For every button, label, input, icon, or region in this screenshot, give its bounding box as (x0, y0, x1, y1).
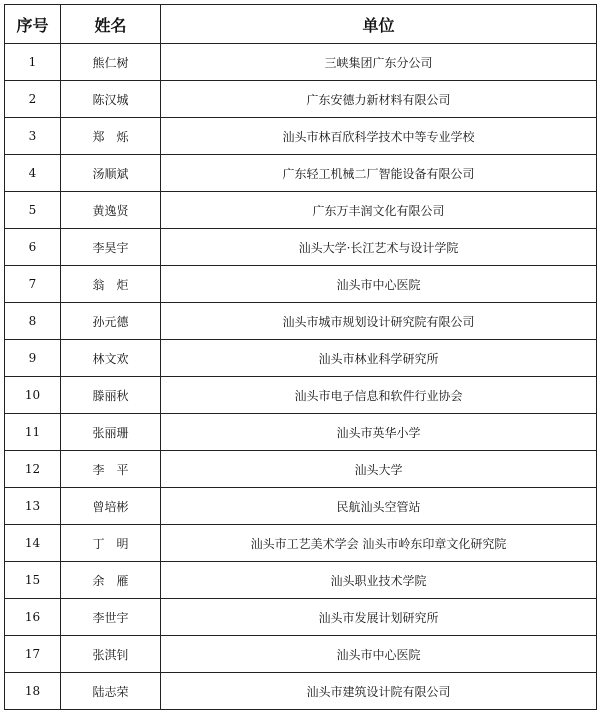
table-row (5, 192, 597, 229)
person-name: 郑 烁 (61, 118, 161, 155)
row-number: 7 (5, 266, 61, 303)
row-number: 17 (5, 636, 61, 673)
row-number: 14 (5, 525, 61, 562)
table-row (5, 414, 597, 451)
table-row (5, 155, 597, 192)
organization-name: 汕头市建筑设计院有限公司 (161, 673, 597, 710)
person-name: 熊仁树 (61, 44, 161, 81)
table-row (5, 266, 597, 303)
row-number: 16 (5, 599, 61, 636)
row-number: 18 (5, 673, 61, 710)
header-name: 姓名 (61, 5, 161, 44)
person-name: 李 平 (61, 451, 161, 488)
organization-name: 三峡集团广东分公司 (161, 44, 597, 81)
row-number: 12 (5, 451, 61, 488)
table-row (5, 636, 597, 673)
table-row (5, 525, 597, 562)
organization-name: 汕头市中心医院 (161, 266, 597, 303)
person-name: 陆志荣 (61, 673, 161, 710)
table-row (5, 377, 597, 414)
table-row (5, 340, 597, 377)
person-name: 孙元德 (61, 303, 161, 340)
header-unit: 单位 (161, 5, 597, 44)
table-row (5, 451, 597, 488)
organization-name: 民航汕头空管站 (161, 488, 597, 525)
person-name: 翁 炬 (61, 266, 161, 303)
person-name: 陈汉城 (61, 81, 161, 118)
row-number: 8 (5, 303, 61, 340)
person-name: 李世宇 (61, 599, 161, 636)
header-row (5, 5, 597, 44)
row-number: 10 (5, 377, 61, 414)
row-number: 5 (5, 192, 61, 229)
person-name: 张淇钊 (61, 636, 161, 673)
table-row (5, 229, 597, 266)
row-number: 9 (5, 340, 61, 377)
person-name: 丁 明 (61, 525, 161, 562)
row-number: 4 (5, 155, 61, 192)
organization-name: 汕头市城市规划设计研究院有限公司 (161, 303, 597, 340)
table-row (5, 81, 597, 118)
organization-name: 汕头市电子信息和软件行业协会 (161, 377, 597, 414)
organization-name: 广东轻工机械二厂智能设备有限公司 (161, 155, 597, 192)
table-row (5, 44, 597, 81)
table-row (5, 488, 597, 525)
table-row (5, 599, 597, 636)
roster-table (4, 4, 597, 710)
table-row (5, 673, 597, 710)
organization-name: 汕头市林百欣科学技术中等专业学校 (161, 118, 597, 155)
person-name: 林文欢 (61, 340, 161, 377)
row-number: 6 (5, 229, 61, 266)
organization-name: 汕头市发展计划研究所 (161, 599, 597, 636)
header-number: 序号 (5, 5, 61, 44)
row-number: 2 (5, 81, 61, 118)
row-number: 15 (5, 562, 61, 599)
table-row (5, 303, 597, 340)
organization-name: 汕头市中心医院 (161, 636, 597, 673)
person-name: 滕丽秋 (61, 377, 161, 414)
row-number: 1 (5, 44, 61, 81)
organization-name: 汕头市林业科学研究所 (161, 340, 597, 377)
person-name: 余 雁 (61, 562, 161, 599)
organization-name: 汕头大学·长江艺术与设计学院 (161, 229, 597, 266)
organization-name: 汕头市工艺美术学会 汕头市岭东印章文化研究院 (161, 525, 597, 562)
organization-name: 汕头大学 (161, 451, 597, 488)
organization-name: 汕头市英华小学 (161, 414, 597, 451)
person-name: 李昊宇 (61, 229, 161, 266)
row-number: 11 (5, 414, 61, 451)
person-name: 张丽珊 (61, 414, 161, 451)
person-name: 黄逸贤 (61, 192, 161, 229)
organization-name: 汕头职业技术学院 (161, 562, 597, 599)
table-row (5, 118, 597, 155)
organization-name: 广东安德力新材料有限公司 (161, 81, 597, 118)
table-row (5, 562, 597, 599)
table-body (5, 44, 597, 710)
organization-name: 广东万丰润文化有限公司 (161, 192, 597, 229)
person-name: 汤顺斌 (61, 155, 161, 192)
row-number: 3 (5, 118, 61, 155)
person-name: 曾培彬 (61, 488, 161, 525)
row-number: 13 (5, 488, 61, 525)
